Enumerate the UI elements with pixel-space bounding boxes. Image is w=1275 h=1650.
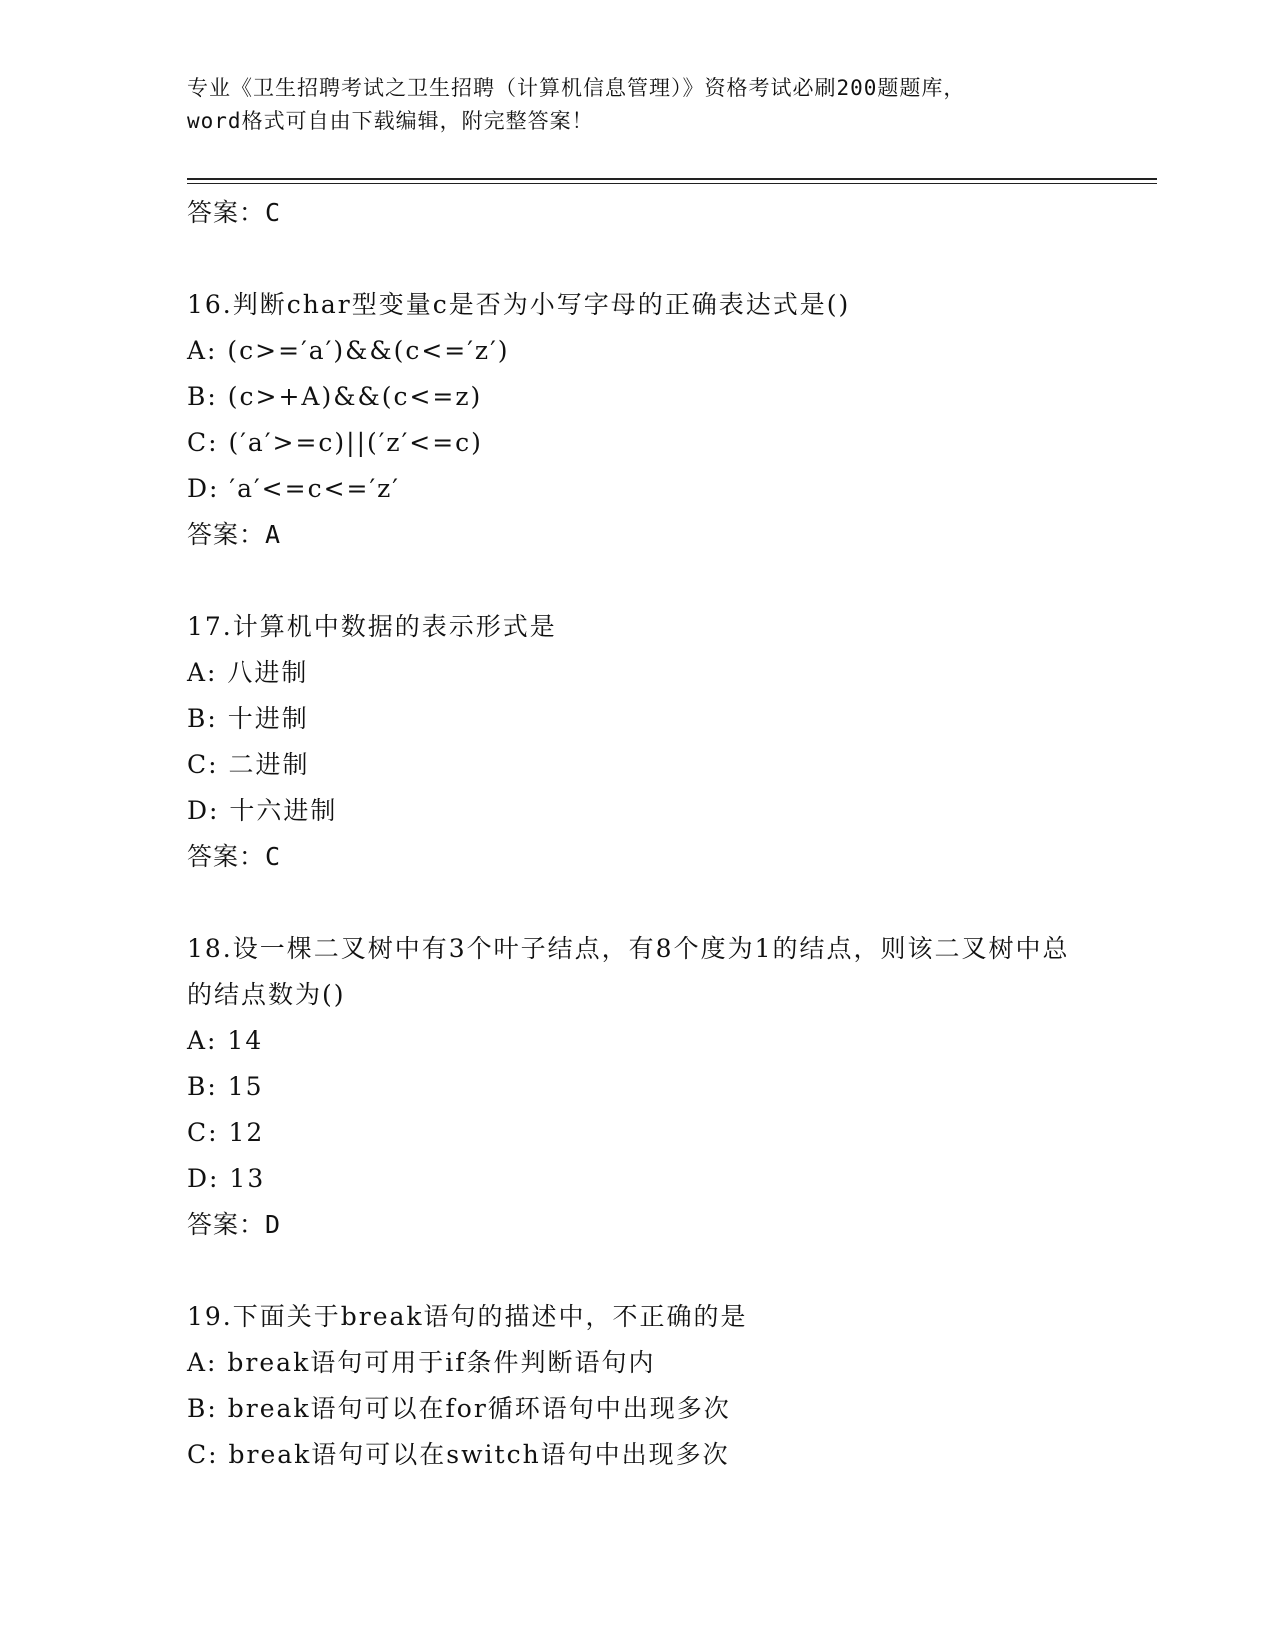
option-c: C: (′a′>=c)||(′z′<=c) <box>187 428 483 457</box>
question-stem: 18.设一棵二叉树中有3个叶子结点，有8个度为1的结点，则该二叉树中总的结点数为() <box>187 934 1070 1009</box>
option-a: A: (c>=′a′)&&(c<=′z′) <box>187 336 510 365</box>
option-d: D: 十六进制 <box>187 796 338 825</box>
spacer <box>187 880 1087 926</box>
option-a: A: 14 <box>187 1026 264 1055</box>
question-16 <box>187 282 1087 558</box>
question-stem: 17.计算机中数据的表示形式是 <box>187 612 557 641</box>
question-list <box>187 190 1087 1478</box>
option-b: B: (c>+A)&&(c<=z) <box>187 382 483 411</box>
spacer <box>187 236 1087 282</box>
question-stem: 19.下面关于break语句的描述中，不正确的是 <box>187 1302 748 1331</box>
answer-line: 答案：A <box>187 520 282 549</box>
option-c: C: break语句可以在switch语句中出现多次 <box>187 1440 730 1469</box>
header-line-2: word格式可自由下载编辑，附完整答案！ <box>187 109 594 133</box>
option-c: C: 二进制 <box>187 750 310 779</box>
spacer <box>187 558 1087 604</box>
option-c: C: 12 <box>187 1118 265 1147</box>
option-a: A: break语句可用于if条件判断语句内 <box>187 1348 656 1377</box>
option-a: A: 八进制 <box>187 658 309 687</box>
option-d: D: ′a′<=c<=′z′ <box>187 474 400 503</box>
answer-line: 答案：C <box>187 198 282 227</box>
header-divider-thick <box>187 178 1157 180</box>
option-b: B: 15 <box>187 1072 264 1101</box>
question-17 <box>187 604 1087 880</box>
question-19 <box>187 1294 1087 1478</box>
answer-line: 答案：D <box>187 1210 282 1239</box>
header-divider-thin <box>187 183 1157 184</box>
option-b: B: 十进制 <box>187 704 309 733</box>
option-b: B: break语句可以在for循环语句中出现多次 <box>187 1394 731 1423</box>
question-stem: 16.判断char型变量c是否为小写字母的正确表达式是() <box>187 290 851 319</box>
document-header <box>187 72 1087 138</box>
question-18 <box>187 926 1087 1248</box>
option-d: D: 13 <box>187 1164 266 1193</box>
spacer <box>187 1248 1087 1294</box>
header-line-1: 专业《卫生招聘考试之卫生招聘（计算机信息管理）》资格考试必刷200题题库， <box>187 76 966 100</box>
answer-line: 答案：C <box>187 842 282 871</box>
